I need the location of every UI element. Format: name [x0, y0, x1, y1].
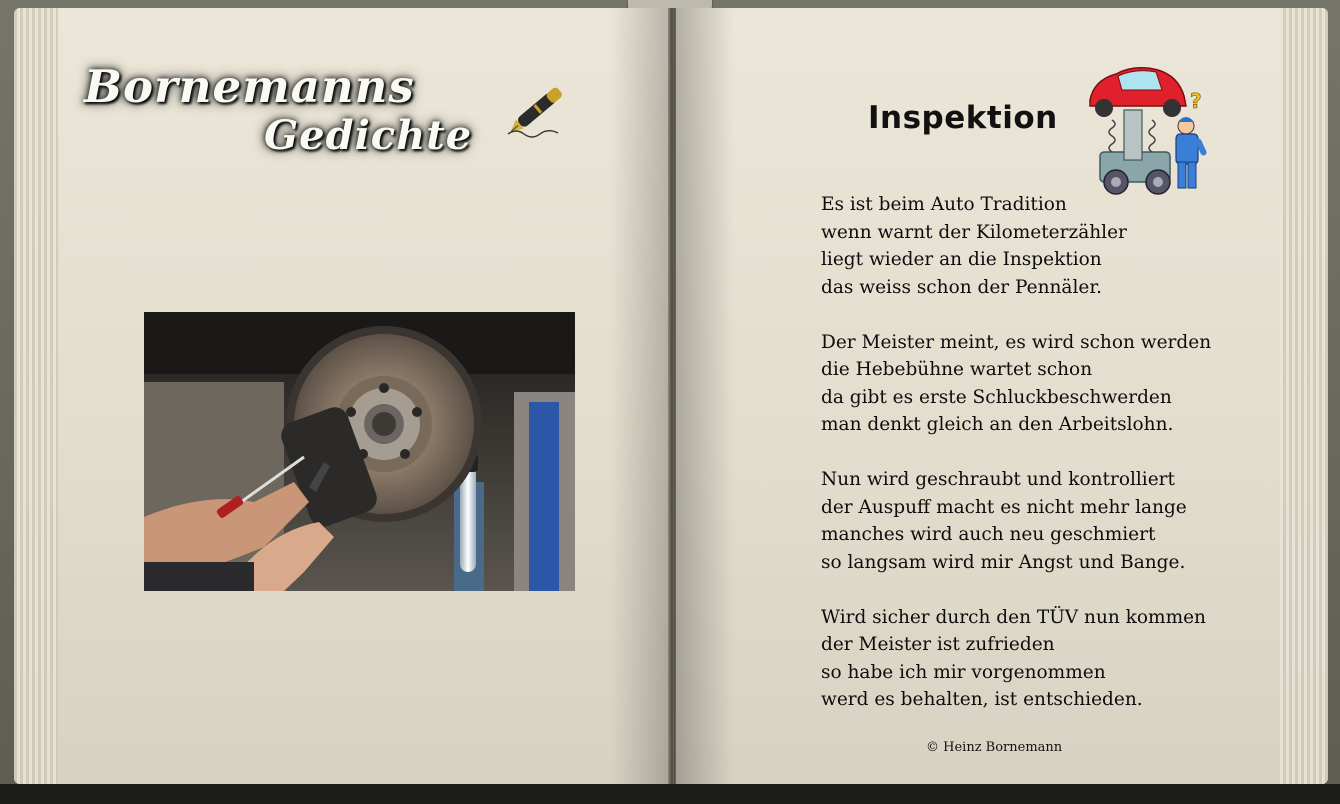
poem-stanza [821, 604, 1261, 714]
poem-body [821, 191, 1261, 741]
car-on-lift-mechanic-icon [1086, 60, 1220, 200]
copyright-notice: © Heinz Bornemann [926, 740, 1063, 755]
poem-line: manches wird auch neu geschmiert [821, 524, 1156, 545]
poem-line: Wird sicher durch den TÜV nun kommen [821, 606, 1206, 628]
poem-line: die Hebebühne wartet schon [821, 359, 1093, 380]
poem-line: Nun wird geschraubt und kontrolliert [821, 469, 1175, 490]
poem-stanza [821, 191, 1261, 301]
poem-line: das weiss schon der Pennäler. [821, 276, 1103, 298]
cover-edge [0, 784, 1340, 804]
poem-line: Es ist beim Auto Tradition [821, 194, 1067, 215]
poem-line: Der Meister meint, es wird schon werden [821, 331, 1212, 353]
poem-line: man denkt gleich an den Arbeitslohn. [821, 414, 1174, 435]
poem-stanza [821, 466, 1261, 576]
brake-disc-repair-photo [144, 312, 575, 591]
poem-title: Inspektion [868, 100, 1058, 136]
poem-line: der Auspuff macht es nicht mehr lange [821, 496, 1187, 518]
brand-title-line2: Gedichte [264, 112, 473, 159]
poem-line: liegt wieder an die Inspektion [821, 249, 1102, 270]
poem-line: da gibt es erste Schluckbeschwerden [821, 386, 1172, 408]
poem-stanza [821, 329, 1261, 439]
poem-line: werd es behalten, ist entschieden. [821, 689, 1143, 710]
brand-title-line1: Bornemanns [84, 60, 415, 113]
poem-line: so langsam wird mir Angst und Bange. [821, 551, 1186, 573]
fountain-pen-icon [500, 76, 578, 140]
svg-text:?: ? [1190, 89, 1202, 113]
poem-line: wenn warnt der Kilometerzähler [821, 221, 1127, 243]
poem-line: so habe ich mir vorgenommen [821, 661, 1106, 683]
poem-line: der Meister ist zufrieden [821, 634, 1055, 655]
